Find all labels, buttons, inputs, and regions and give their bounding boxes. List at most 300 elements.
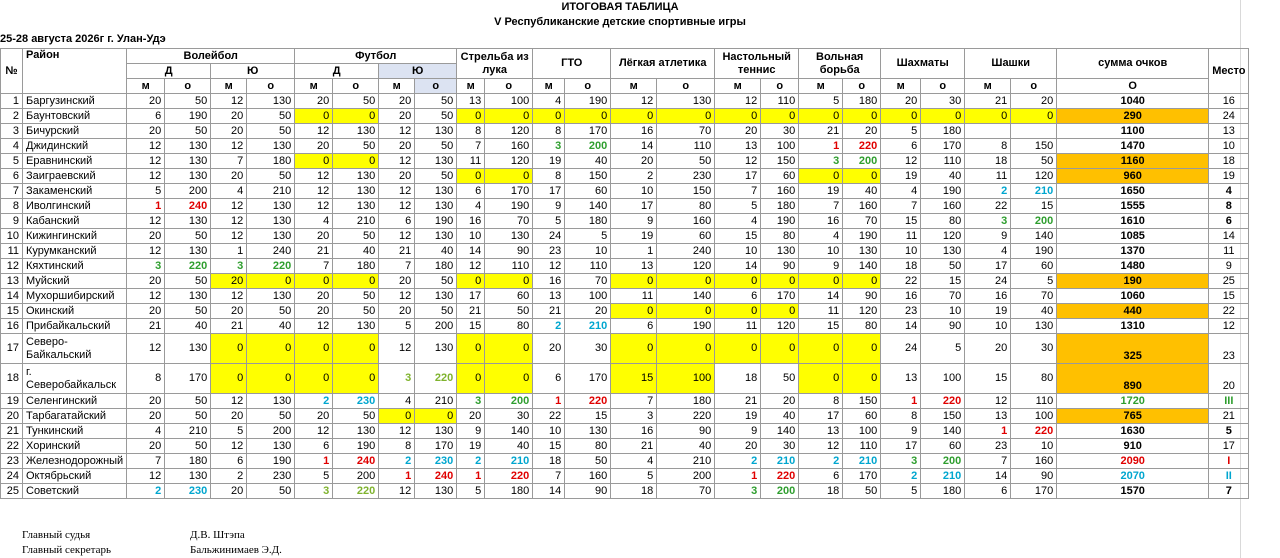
final-place: II: [1209, 469, 1249, 484]
sport-header-wrestling: Вольная борьба: [799, 49, 881, 79]
col-district-header: Район: [23, 49, 127, 94]
points-cell: 40: [843, 184, 881, 199]
sport-header-checkers: Шашки: [965, 49, 1057, 79]
final-place: 13: [1209, 124, 1249, 139]
place-cell: 12: [457, 259, 485, 274]
final-place: 22: [1209, 304, 1249, 319]
place-cell: 23: [881, 304, 921, 319]
district-name: Муйский: [23, 274, 127, 289]
place-cell: 21: [799, 124, 843, 139]
points-cell: 100: [761, 139, 799, 154]
points-cell: 90: [843, 289, 881, 304]
place-cell: 0: [457, 274, 485, 289]
place-cell: 18: [611, 484, 657, 499]
place-cell: 0: [611, 334, 657, 364]
points-cell: 200: [843, 154, 881, 169]
points-cell: 150: [843, 394, 881, 409]
final-place: 23: [1209, 334, 1249, 364]
place-cell: 1: [295, 454, 333, 469]
points-cell: 130: [247, 394, 295, 409]
points-cell: 0: [485, 364, 533, 394]
boys-header: Ю: [211, 64, 295, 79]
place-cell: 4: [611, 454, 657, 469]
final-place: 25: [1209, 274, 1249, 289]
points-cell: 20: [565, 304, 611, 319]
place-cell: 14: [881, 319, 921, 334]
district-name: Тункинский: [23, 424, 127, 439]
points-cell: 130: [415, 124, 457, 139]
place-cell: 5: [881, 124, 921, 139]
place-cell: 0: [799, 274, 843, 289]
points-cell: 0: [247, 334, 295, 364]
place-cell: 12: [379, 484, 415, 499]
points-cell: 130: [415, 229, 457, 244]
place-cell: 10: [799, 244, 843, 259]
points-cell: 50: [761, 364, 799, 394]
points-cell: 0: [657, 274, 715, 289]
total-points: 1570: [1057, 484, 1209, 499]
place-cell: 14: [799, 289, 843, 304]
points-cell: 50: [657, 154, 715, 169]
place-cell: 14: [533, 484, 565, 499]
sheet-subtitle: V Республиканские детские спортивные игры: [494, 16, 746, 28]
place-cell: 21: [715, 394, 761, 409]
place-cell: 0: [715, 304, 761, 319]
points-cell: 10: [1011, 439, 1057, 454]
place-cell: 20: [127, 274, 165, 289]
points-cell: 130: [843, 244, 881, 259]
points-cell: 50: [165, 124, 211, 139]
place-cell: 12: [379, 199, 415, 214]
table-row: [1, 334, 1249, 364]
district-name: Закаменский: [23, 184, 127, 199]
district-name: Октябрьский: [23, 469, 127, 484]
place-cell: 8: [457, 124, 485, 139]
place-cell: 20: [211, 274, 247, 289]
points-cell: 120: [657, 259, 715, 274]
place-cell: 15: [965, 364, 1011, 394]
points-cell: 210: [565, 319, 611, 334]
points-cell: 200: [333, 469, 379, 484]
final-place: 6: [1209, 214, 1249, 229]
place-cell: 0: [881, 109, 921, 124]
place-cell: 20: [379, 274, 415, 289]
total-points: 765: [1057, 409, 1209, 424]
points-cell: 190: [415, 214, 457, 229]
points-cell: 0: [657, 334, 715, 364]
place-cell: 0: [611, 304, 657, 319]
points-cell: 80: [1011, 364, 1057, 394]
points-cell: 180: [565, 214, 611, 229]
points-cell: 50: [165, 439, 211, 454]
place-subheader: м: [379, 79, 415, 94]
points-cell: 200: [247, 424, 295, 439]
final-place: 17: [1209, 439, 1249, 454]
place-cell: 21: [611, 439, 657, 454]
place-cell: 24: [965, 274, 1011, 289]
district-name: Баунтовский: [23, 109, 127, 124]
place-cell: 11: [715, 319, 761, 334]
place-cell: 15: [715, 229, 761, 244]
points-cell: 80: [761, 229, 799, 244]
place-cell: 3: [379, 364, 415, 394]
place-cell: 17: [533, 184, 565, 199]
points-cell: 90: [921, 319, 965, 334]
place-cell: 21: [295, 244, 333, 259]
place-cell: 7: [799, 199, 843, 214]
place-cell: 5: [715, 199, 761, 214]
points-cell: 50: [333, 94, 379, 109]
row-number: 11: [1, 244, 23, 259]
points-cell: 200: [761, 484, 799, 499]
points-cell: 200: [1011, 214, 1057, 229]
points-cell: 70: [657, 124, 715, 139]
place-cell: 14: [715, 259, 761, 274]
points-cell: 130: [333, 124, 379, 139]
points-cell: 0: [843, 109, 881, 124]
points-cell: 130: [165, 214, 211, 229]
place-cell: 0: [457, 109, 485, 124]
district-name: Северо-Байкальский: [23, 334, 127, 364]
district-name: Железнодорожный: [23, 454, 127, 469]
points-cell: 130: [333, 184, 379, 199]
points-cell: 190: [565, 94, 611, 109]
place-subheader: м: [533, 79, 565, 94]
place-cell: 1: [457, 469, 485, 484]
points-cell: 140: [657, 289, 715, 304]
place-cell: 0: [211, 364, 247, 394]
points-cell: 50: [921, 259, 965, 274]
points-cell: 50: [165, 274, 211, 289]
place-cell: 2: [533, 319, 565, 334]
points-cell: 130: [657, 94, 715, 109]
row-number: 6: [1, 169, 23, 184]
points-cell: 60: [657, 229, 715, 244]
place-cell: 6: [127, 109, 165, 124]
points-subheader: о: [843, 79, 881, 94]
total-points: 190: [1057, 274, 1209, 289]
place-subheader: м: [881, 79, 921, 94]
points-cell: 210: [1011, 184, 1057, 199]
row-number: 22: [1, 439, 23, 454]
points-cell: 15: [565, 409, 611, 424]
sum-header: сумма очков: [1057, 49, 1209, 79]
row-number: 23: [1, 454, 23, 469]
place-cell: 17: [965, 259, 1011, 274]
final-place: 21: [1209, 409, 1249, 424]
points-cell: 130: [565, 424, 611, 439]
points-cell: 190: [761, 214, 799, 229]
points-cell: 160: [1011, 454, 1057, 469]
place-cell: 18: [965, 154, 1011, 169]
points-cell: 20: [1011, 94, 1057, 109]
final-place: 9: [1209, 259, 1249, 274]
place-cell: 0: [533, 109, 565, 124]
place-cell: 20: [457, 409, 485, 424]
points-cell: 50: [565, 454, 611, 469]
place-cell: 2: [457, 454, 485, 469]
place-cell: 0: [611, 109, 657, 124]
place-cell: 3: [965, 214, 1011, 229]
place-cell: 3: [127, 259, 165, 274]
place-cell: 2: [799, 454, 843, 469]
place-cell: 4: [533, 94, 565, 109]
points-cell: 100: [921, 364, 965, 394]
points-cell: 0: [333, 364, 379, 394]
place-cell: 21: [533, 304, 565, 319]
points-cell: 130: [415, 424, 457, 439]
place-cell: 3: [211, 259, 247, 274]
place-cell: 20: [965, 334, 1011, 364]
place-cell: 6: [295, 439, 333, 454]
total-points: 325: [1057, 334, 1209, 364]
points-cell: 0: [1011, 109, 1057, 124]
total-points: 1060: [1057, 289, 1209, 304]
place-cell: 10: [881, 244, 921, 259]
sport-header-table-tennis: Настольный теннис: [715, 49, 799, 79]
place-cell: 9: [611, 214, 657, 229]
table-row: [1, 94, 1249, 109]
place-cell: 6: [379, 214, 415, 229]
points-cell: 30: [921, 94, 965, 109]
place-cell: 1: [379, 469, 415, 484]
place-cell: 6: [457, 184, 485, 199]
points-cell: 200: [921, 454, 965, 469]
place-cell: 12: [211, 199, 247, 214]
sport-header-athletics: Лёгкая атлетика: [611, 49, 715, 79]
place-cell: 20: [379, 304, 415, 319]
points-cell: 170: [565, 124, 611, 139]
place-cell: 9: [965, 229, 1011, 244]
points-cell: 120: [485, 124, 533, 139]
points-subheader: о: [485, 79, 533, 94]
district-name: Джидинский: [23, 139, 127, 154]
points-cell: 130: [333, 319, 379, 334]
district-name: Хоринский: [23, 439, 127, 454]
place-cell: 12: [127, 169, 165, 184]
place-cell: 20: [127, 124, 165, 139]
place-cell: 8: [533, 124, 565, 139]
points-cell: 130: [165, 154, 211, 169]
place-subheader: м: [965, 79, 1011, 94]
place-cell: 5: [295, 469, 333, 484]
place-cell: 0: [799, 364, 843, 394]
points-cell: 5: [565, 229, 611, 244]
place-subheader: м: [127, 79, 165, 94]
points-cell: 220: [921, 394, 965, 409]
place-cell: 5: [211, 424, 247, 439]
points-cell: 100: [1011, 409, 1057, 424]
points-cell: 200: [485, 394, 533, 409]
place-subheader: м: [715, 79, 761, 94]
points-cell: 70: [565, 274, 611, 289]
table-row: [1, 244, 1249, 259]
points-cell: 40: [921, 169, 965, 184]
place-cell: 10: [715, 244, 761, 259]
place-cell: 12: [611, 94, 657, 109]
points-cell: 130: [761, 244, 799, 259]
place-cell: 20: [127, 439, 165, 454]
points-cell: 130: [333, 424, 379, 439]
total-points: 1720: [1057, 394, 1209, 409]
points-cell: 190: [247, 454, 295, 469]
district-name: Кижингинский: [23, 229, 127, 244]
points-cell: 20: [761, 394, 799, 409]
place-cell: 22: [881, 274, 921, 289]
points-cell: 50: [333, 139, 379, 154]
girls-header: Д: [295, 64, 379, 79]
total-points: 2070: [1057, 469, 1209, 484]
place-cell: 0: [965, 109, 1011, 124]
sport-header-volleyball: Волейбол: [127, 49, 295, 64]
points-cell: 160: [761, 184, 799, 199]
place-cell: 12: [379, 334, 415, 364]
place-cell: 12: [295, 169, 333, 184]
points-cell: 130: [165, 334, 211, 364]
place-cell: 5: [881, 484, 921, 499]
points-cell: 0: [415, 409, 457, 424]
points-cell: 10: [565, 244, 611, 259]
points-cell: 190: [921, 184, 965, 199]
points-cell: 0: [247, 274, 295, 289]
row-number: 15: [1, 304, 23, 319]
place-cell: 7: [965, 454, 1011, 469]
place-cell: 20: [379, 109, 415, 124]
points-cell: 50: [333, 304, 379, 319]
total-points: 1610: [1057, 214, 1209, 229]
points-cell: 200: [657, 469, 715, 484]
place-cell: 3: [295, 484, 333, 499]
total-points: 1480: [1057, 259, 1209, 274]
points-cell: 90: [485, 244, 533, 259]
points-cell: 80: [843, 319, 881, 334]
sport-header-chess: Шахматы: [881, 49, 965, 79]
row-number: 5: [1, 154, 23, 169]
district-name: Прибайкальский: [23, 319, 127, 334]
points-cell: 0: [843, 364, 881, 394]
points-cell: 50: [485, 304, 533, 319]
results-table: [0, 48, 1249, 499]
place-cell: 3: [457, 394, 485, 409]
points-cell: 210: [165, 424, 211, 439]
place-cell: 1: [715, 469, 761, 484]
place-cell: 12: [379, 289, 415, 304]
points-cell: 50: [333, 289, 379, 304]
points-cell: 50: [415, 109, 457, 124]
place-cell: 2: [715, 454, 761, 469]
points-cell: 190: [843, 229, 881, 244]
points-cell: 220: [333, 484, 379, 499]
place-cell: 12: [211, 229, 247, 244]
place-cell: 20: [881, 94, 921, 109]
points-cell: 230: [415, 454, 457, 469]
place-cell: 0: [799, 169, 843, 184]
points-cell: 130: [247, 229, 295, 244]
total-points: 1160: [1057, 154, 1209, 169]
place-cell: 12: [379, 124, 415, 139]
points-cell: 50: [247, 169, 295, 184]
place-cell: 8: [533, 169, 565, 184]
points-cell: 130: [1011, 319, 1057, 334]
table-row: [1, 409, 1249, 424]
date-line: 25-28 августа 2026г г. Улан-Удэ: [0, 33, 166, 45]
table-row: [1, 214, 1249, 229]
final-place: 12: [1209, 319, 1249, 334]
points-cell: 140: [843, 259, 881, 274]
place-cell: 12: [965, 394, 1011, 409]
place-cell: 0: [799, 334, 843, 364]
final-place: 11: [1209, 244, 1249, 259]
points-cell: 15: [921, 274, 965, 289]
place-cell: 12: [211, 214, 247, 229]
place-cell: 2: [379, 454, 415, 469]
points-cell: 90: [761, 259, 799, 274]
place-cell: 2: [127, 484, 165, 499]
points-cell: 180: [415, 259, 457, 274]
points-cell: 30: [761, 124, 799, 139]
place-cell: 1: [881, 394, 921, 409]
place-cell: 4: [457, 199, 485, 214]
points-cell: 0: [333, 274, 379, 289]
points-cell: 0: [843, 334, 881, 364]
place-cell: 8: [379, 439, 415, 454]
place-cell: 8: [881, 409, 921, 424]
place-cell: 5: [457, 484, 485, 499]
place-cell: 19: [965, 304, 1011, 319]
place-cell: 20: [211, 109, 247, 124]
place-cell: 20: [211, 409, 247, 424]
points-cell: 210: [485, 454, 533, 469]
points-cell: 130: [165, 289, 211, 304]
final-place: I: [1209, 454, 1249, 469]
place-cell: 15: [533, 439, 565, 454]
place-cell: 21: [127, 319, 165, 334]
district-name: Тарбагатайский: [23, 409, 127, 424]
points-cell: 0: [657, 109, 715, 124]
points-cell: 130: [165, 169, 211, 184]
place-cell: 10: [457, 229, 485, 244]
points-cell: 130: [247, 289, 295, 304]
points-cell: 40: [247, 319, 295, 334]
total-points: 2090: [1057, 454, 1209, 469]
points-cell: 130: [485, 229, 533, 244]
place-cell: 13: [799, 424, 843, 439]
place-cell: 9: [533, 199, 565, 214]
points-cell: 120: [485, 154, 533, 169]
place-cell: 9: [881, 424, 921, 439]
place-cell: 18: [881, 259, 921, 274]
points-cell: 0: [843, 274, 881, 289]
points-subheader: о: [333, 79, 379, 94]
place-cell: 12: [211, 139, 247, 154]
place-cell: 20: [211, 169, 247, 184]
place-cell: 0: [295, 334, 333, 364]
place-cell: 6: [211, 454, 247, 469]
points-cell: 0: [761, 109, 799, 124]
points-cell: 120: [921, 229, 965, 244]
points-cell: 230: [247, 469, 295, 484]
points-cell: 70: [485, 214, 533, 229]
place-cell: 5: [127, 184, 165, 199]
total-points: 1470: [1057, 139, 1209, 154]
points-cell: 50: [165, 409, 211, 424]
points-cell: 130: [415, 199, 457, 214]
place-cell: 10: [533, 424, 565, 439]
points-cell: 160: [485, 139, 533, 154]
points-cell: 140: [921, 424, 965, 439]
points-cell: 220: [415, 364, 457, 394]
table-row: [1, 229, 1249, 244]
